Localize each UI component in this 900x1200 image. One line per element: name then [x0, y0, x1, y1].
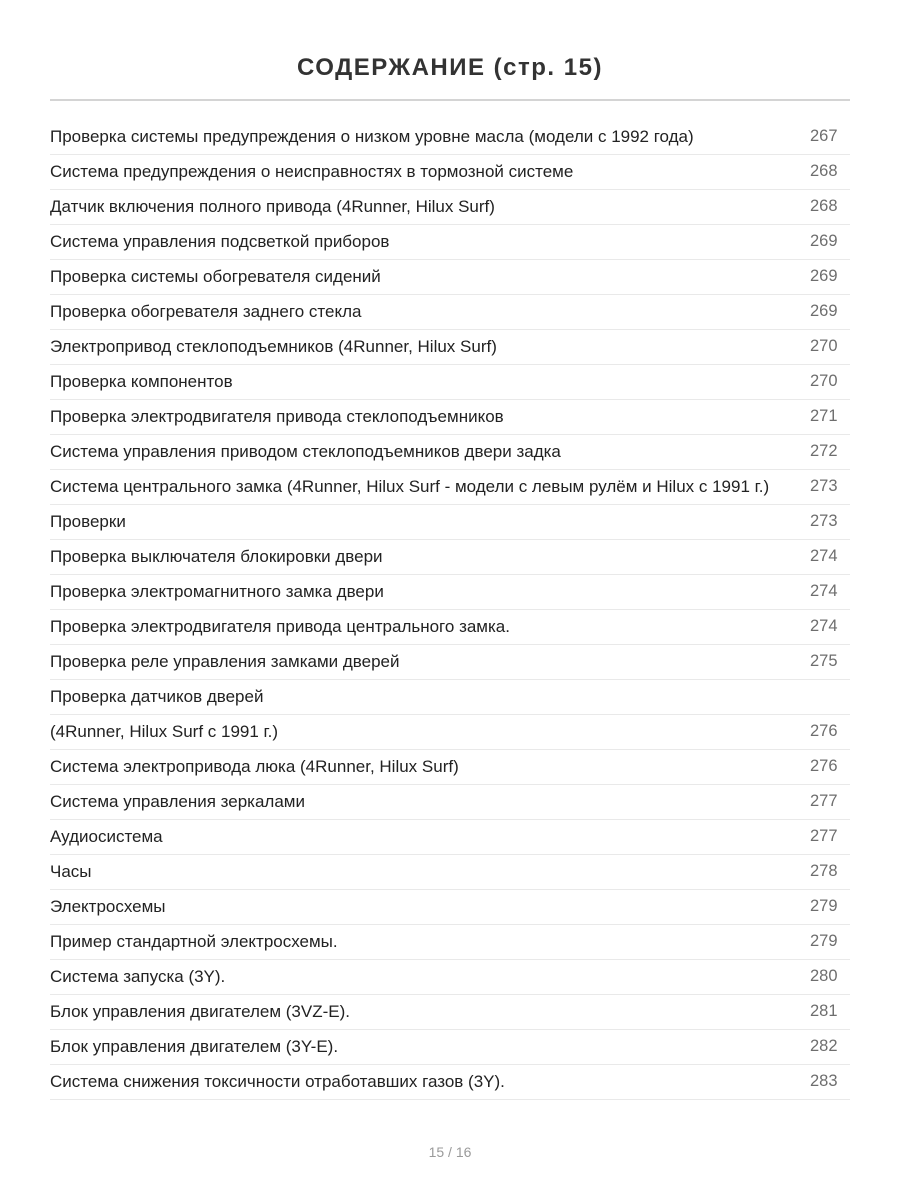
toc-entry[interactable]: [50, 505, 850, 540]
toc-entry[interactable]: [50, 225, 850, 260]
toc-entry-page: 280: [810, 967, 838, 985]
toc-entry[interactable]: [50, 260, 850, 295]
toc-entry-page: 267: [810, 127, 838, 145]
toc-entry-page: 276: [810, 722, 838, 740]
toc-entry-title: Проверка электромагнитного замка двери: [50, 582, 384, 601]
toc-entry-title: Проверки: [50, 512, 126, 531]
toc-entry-page: 269: [810, 232, 838, 250]
toc-entry[interactable]: [50, 960, 850, 995]
page-indicator: 15 / 16: [428, 1144, 472, 1160]
toc-entry-page: 276: [810, 757, 838, 775]
toc-entry-page: 269: [810, 302, 838, 320]
toc-entry-title: Система запуска (3Y).: [50, 967, 226, 986]
toc-entry[interactable]: [50, 715, 850, 750]
toc-entry-title: Аудиосистема: [50, 827, 163, 846]
toc-entry-title: Проверка компонентов: [50, 372, 233, 391]
toc-entry[interactable]: [50, 925, 850, 960]
toc-entry-page: 274: [810, 547, 838, 565]
toc-entry-page: 268: [810, 197, 838, 215]
toc-entry-page: 274: [810, 617, 838, 635]
toc-entry-title: Проверка обогревателя заднего стекла: [50, 302, 362, 321]
toc-entry[interactable]: [50, 365, 850, 400]
toc-entry-page: 278: [810, 862, 838, 880]
toc-entry[interactable]: [50, 155, 850, 190]
toc-entry-title: (4Runner, Hilux Surf с 1991 г.): [50, 722, 279, 741]
toc-entry-title: Часы: [50, 862, 92, 881]
toc-entry[interactable]: [50, 890, 850, 925]
toc-entry-title: Пример стандартной электросхемы.: [50, 932, 338, 951]
toc-entry-page: 273: [810, 477, 838, 495]
toc-entry-page: 281: [810, 1002, 838, 1020]
toc-entry[interactable]: [50, 330, 850, 365]
toc-entry-title: Проверка системы обогревателя сидений: [50, 267, 381, 286]
toc-entry-title: Блок управления двигателем (3VZ-E).: [50, 1002, 350, 1021]
toc-entry[interactable]: [50, 400, 850, 435]
toc-entry-title: Система управления приводом стеклоподъемников двери задка: [50, 442, 561, 461]
title-divider: [50, 99, 850, 101]
toc-entry-page: 274: [810, 582, 838, 600]
toc-entry-page: 273: [810, 512, 838, 530]
toc-entry-page: 283: [810, 1072, 838, 1090]
toc-entry-title: Проверка электродвигателя привода центрального замка.: [50, 617, 510, 636]
page-title: СОДЕРЖАНИЕ (стр. 15): [297, 54, 603, 82]
toc-entry-page: 279: [810, 897, 838, 915]
toc-entry-title: Блок управления двигателем (3Y-E).: [50, 1037, 339, 1056]
toc-entry-page: 277: [810, 827, 838, 845]
toc-entry-title: Проверка реле управления замками дверей: [50, 652, 400, 671]
toc-entry[interactable]: [50, 295, 850, 330]
toc-entry-title: Электропривод стеклоподъемников (4Runner, Hilux Surf): [50, 337, 497, 356]
toc-entry-page: 271: [810, 407, 838, 425]
toc-entry-title: Система управления зеркалами: [50, 792, 305, 811]
toc-entry-title: Система электропривода люка (4Runner, Hilux Surf): [50, 757, 459, 776]
toc-entry[interactable]: [50, 120, 850, 155]
toc-entry-page: 268: [810, 162, 838, 180]
toc-entry-title: Система снижения токсичности отработавших газов (3Y).: [50, 1072, 505, 1091]
toc-entry-title: Система центрального замка (4Runner, Hilux Surf - модели с левым рулём и Hilux с 1991 г.): [50, 477, 770, 496]
toc-entry-page: 277: [810, 792, 838, 810]
toc-entry-title: Проверка выключателя блокировки двери: [50, 547, 383, 566]
toc-entry[interactable]: [50, 1065, 850, 1100]
toc-entry[interactable]: [50, 750, 850, 785]
toc-entry-title: Система управления подсветкой приборов: [50, 232, 390, 251]
toc-entry[interactable]: [50, 820, 850, 855]
toc-entry[interactable]: [50, 785, 850, 820]
toc-entry-page: 269: [810, 267, 838, 285]
toc-entry[interactable]: [50, 1030, 850, 1065]
toc-entry[interactable]: [50, 645, 850, 680]
toc-entry[interactable]: [50, 435, 850, 470]
toc-entry-title: Проверка системы предупреждения о низком уровне масла (модели с 1992 года): [50, 127, 694, 146]
toc-entry[interactable]: [50, 855, 850, 890]
toc-entry[interactable]: [50, 470, 850, 505]
toc-entry[interactable]: [50, 190, 850, 225]
toc-entry[interactable]: [50, 575, 850, 610]
toc-entry[interactable]: [50, 610, 850, 645]
toc-entry[interactable]: [50, 540, 850, 575]
toc-entry-title: Электросхемы: [50, 897, 166, 916]
toc-entry-page: 270: [810, 372, 838, 390]
toc-entry-page: 275: [810, 652, 838, 670]
toc-entry-title: Датчик включения полного привода (4Runner, Hilux Surf): [50, 197, 495, 216]
toc-entry-page: 279: [810, 932, 838, 950]
toc-entry-page: 282: [810, 1037, 838, 1055]
toc-entry[interactable]: [50, 680, 850, 715]
toc-list: [50, 120, 850, 1100]
toc-entry-page: 270: [810, 337, 838, 355]
toc-entry-title: Проверка электродвигателя привода стеклоподъемников: [50, 407, 504, 426]
toc-entry-page: 272: [810, 442, 838, 460]
toc-entry-title: Проверка датчиков дверей: [50, 687, 264, 706]
toc-entry-title: Система предупреждения о неисправностях в тормозной системе: [50, 162, 574, 181]
toc-entry[interactable]: [50, 995, 850, 1030]
